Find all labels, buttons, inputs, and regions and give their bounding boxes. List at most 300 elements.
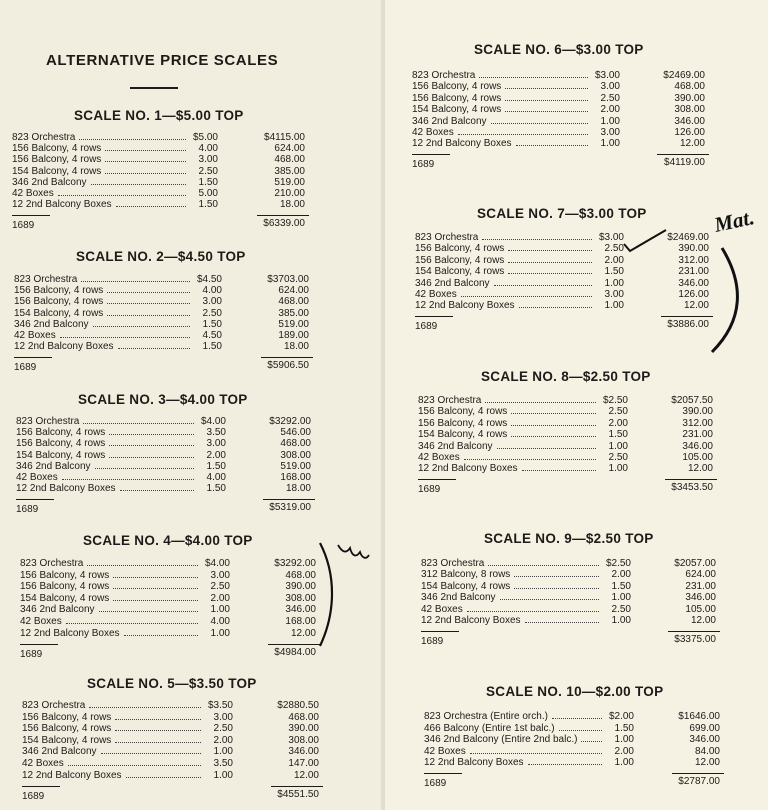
ticket-price: 1.50: [198, 176, 218, 188]
scale-title: SCALE NO. 3—$4.00 TOP: [78, 392, 248, 407]
price-row: [421, 558, 716, 569]
total-seats: 1689: [22, 790, 45, 802]
ticket-price: $3.00: [598, 232, 624, 243]
dot-leader: [118, 348, 190, 349]
section-amount: 390.00: [285, 581, 316, 593]
scale-total: $4984.00: [274, 646, 316, 658]
price-row: [16, 483, 311, 494]
price-row: [20, 570, 316, 581]
seat-section-label: 466 Balcony (Entire 1st balc.): [424, 722, 555, 734]
ticket-price: 3.00: [213, 711, 233, 723]
ticket-price: $2.50: [605, 558, 631, 569]
dot-leader: [113, 577, 198, 578]
price-row: [418, 452, 713, 463]
dot-leader: [109, 457, 194, 458]
price-row: [418, 395, 713, 406]
price-row: [16, 438, 311, 449]
seat-section-label: 346 2nd Balcony: [421, 592, 496, 604]
section-amount: $3703.00: [267, 274, 309, 285]
section-amount: 231.00: [678, 266, 709, 278]
section-amount: $2469.00: [663, 70, 705, 81]
section-amount: $2880.50: [277, 700, 319, 711]
dot-leader: [508, 250, 592, 251]
section-amount: $1646.00: [678, 711, 720, 722]
ticket-price: 4.00: [202, 285, 222, 297]
dot-leader: [120, 490, 194, 491]
seat-section-label: 823 Orchestra: [415, 232, 479, 243]
price-row: [418, 418, 713, 429]
seat-section-label: 42 Boxes: [418, 452, 460, 463]
ticket-price: 1.00: [600, 115, 620, 127]
section-amount: $3292.00: [274, 558, 316, 569]
price-row: [424, 711, 720, 722]
price-row: [424, 757, 720, 768]
dot-leader: [115, 742, 201, 743]
scale-total: $3453.50: [671, 482, 713, 494]
seat-section-label: 823 Orchestra: [22, 700, 86, 711]
ticket-price: 2.50: [210, 581, 230, 593]
ticket-price: 4.00: [210, 616, 230, 627]
ticket-price: 3.50: [206, 427, 226, 439]
ticket-price: 1.00: [608, 463, 628, 475]
section-amount: 18.00: [285, 483, 311, 495]
ticket-price: 2.00: [210, 592, 230, 604]
seat-section-label: 156 Balcony, 4 rows: [22, 723, 112, 735]
seats-total-rule: [12, 215, 50, 216]
scale-title: SCALE NO. 4—$4.00 TOP: [83, 533, 253, 548]
ticket-price: 1.00: [213, 769, 233, 781]
ticket-price: 1.00: [608, 440, 628, 452]
ticket-price: 1.00: [614, 734, 634, 746]
seat-section-label: 346 2nd Balcony: [418, 440, 493, 452]
section-amount: 308.00: [280, 449, 311, 461]
dot-leader: [93, 326, 190, 327]
price-row: [415, 255, 709, 266]
dot-leader: [516, 145, 588, 146]
seat-section-label: 156 Balcony, 4 rows: [14, 285, 104, 297]
seat-section-label: 154 Balcony, 4 rows: [421, 580, 511, 592]
seat-section-label: 156 Balcony, 4 rows: [415, 254, 505, 266]
dot-leader: [116, 206, 186, 207]
ticket-price: 1.50: [206, 460, 226, 472]
section-amount: 390.00: [674, 92, 705, 104]
seat-section-label: 346 2nd Balcony: [412, 115, 487, 127]
amount-total-rule: [261, 357, 313, 358]
ticket-price: 1.50: [608, 429, 628, 441]
ticket-price: 3.00: [206, 438, 226, 450]
scale-title: SCALE NO. 2—$4.50 TOP: [76, 249, 246, 264]
scale-total: $3375.00: [674, 634, 716, 645]
scale-total: $2787.00: [678, 776, 720, 788]
dot-leader: [525, 622, 599, 623]
seat-section-label: 346 2nd Balcony: [14, 318, 89, 330]
scale-title: SCALE NO. 10—$2.00 TOP: [486, 684, 664, 699]
price-row: [412, 116, 705, 127]
price-row: [22, 712, 319, 723]
dot-leader: [124, 635, 198, 636]
seats-total-rule: [22, 786, 60, 787]
section-amount: 312.00: [678, 254, 709, 266]
ticket-price: $5.00: [192, 132, 218, 143]
dot-leader: [89, 707, 201, 708]
ticket-price: 2.50: [604, 243, 624, 255]
dot-leader: [113, 600, 198, 601]
dot-leader: [497, 448, 596, 449]
section-amount: 18.00: [279, 199, 305, 211]
section-amount: 468.00: [280, 438, 311, 450]
scale-total: $3886.00: [667, 319, 709, 331]
seats-total-rule: [424, 773, 462, 774]
price-row: [424, 734, 720, 745]
scale-title: SCALE NO. 5—$3.50 TOP: [87, 676, 257, 691]
page-fold: [381, 0, 385, 810]
section-amount: 468.00: [674, 81, 705, 93]
seat-section-label: 823 Orchestra: [16, 416, 80, 427]
ticket-price: $4.00: [200, 416, 226, 427]
seat-section-label: 823 Orchestra: [418, 395, 482, 406]
section-amount: 468.00: [288, 711, 319, 723]
ticket-price: 2.50: [213, 723, 233, 735]
section-amount: 385.00: [274, 165, 305, 177]
price-row: [415, 289, 709, 300]
total-seats: 1689: [424, 778, 447, 790]
section-amount: 699.00: [689, 722, 720, 734]
amount-total-rule: [657, 154, 709, 155]
ticket-price: 3.00: [604, 289, 624, 300]
section-amount: 308.00: [285, 592, 316, 604]
price-row: [421, 615, 716, 626]
section-amount: 624.00: [685, 569, 716, 581]
price-row: [424, 746, 720, 757]
scale-total: $4551.50: [277, 788, 319, 800]
ticket-price: 1.00: [614, 757, 634, 769]
section-amount: 168.00: [285, 616, 316, 627]
section-amount: 346.00: [685, 592, 716, 604]
ticket-price: 1.50: [206, 483, 226, 495]
ticket-price: 2.50: [202, 307, 222, 319]
seat-section-label: 156 Balcony, 4 rows: [20, 569, 110, 581]
annotation-mat: Mat.: [712, 205, 757, 237]
price-row: [12, 177, 305, 188]
dot-leader: [60, 337, 190, 338]
ticket-price: 1.00: [604, 300, 624, 312]
price-row: [418, 429, 713, 440]
section-amount: 12.00: [293, 769, 319, 781]
price-row: [22, 770, 319, 781]
ticket-price: 4.50: [202, 330, 222, 341]
price-row: [20, 604, 316, 615]
price-row: [14, 319, 309, 330]
price-row: [415, 266, 709, 277]
dot-leader: [505, 88, 588, 89]
ticket-price: 2.00: [206, 449, 226, 461]
dot-leader: [126, 777, 201, 778]
seat-section-label: 154 Balcony, 4 rows: [22, 734, 112, 746]
section-amount: 519.00: [280, 460, 311, 472]
price-row: [14, 274, 309, 285]
seat-section-label: 156 Balcony, 4 rows: [418, 417, 508, 429]
ticket-price: 3.50: [213, 758, 233, 769]
section-amount: 105.00: [685, 603, 716, 615]
section-amount: 18.00: [283, 341, 309, 353]
price-row: [16, 450, 311, 461]
price-row: [12, 166, 305, 177]
seat-section-label: 42 Boxes: [22, 758, 64, 769]
price-row: [12, 132, 305, 143]
seat-section-label: 42 Boxes: [424, 745, 466, 757]
total-seats: 1689: [20, 648, 43, 660]
seat-section-label: 346 2nd Balcony: [22, 746, 97, 758]
dot-leader: [105, 150, 186, 151]
ticket-price: 1.00: [611, 615, 631, 626]
dot-leader: [105, 173, 186, 174]
scale-title: SCALE NO. 1—$5.00 TOP: [74, 108, 244, 123]
price-row: [22, 700, 319, 711]
section-amount: 308.00: [288, 734, 319, 746]
total-seats: 1689: [14, 362, 37, 374]
seats-total-rule: [418, 479, 456, 480]
scale-title: SCALE NO. 8—$2.50 TOP: [481, 369, 651, 384]
title-underline: [130, 87, 178, 89]
ticket-price: 2.00: [213, 734, 233, 746]
ticket-price: 2.00: [608, 417, 628, 429]
seat-section-label: 156 Balcony, 4 rows: [412, 92, 502, 104]
dot-leader: [491, 123, 588, 124]
section-amount: $2057.00: [674, 558, 716, 569]
scale-title: SCALE NO. 7—$3.00 TOP: [477, 206, 647, 221]
dot-leader: [519, 307, 592, 308]
seat-section-label: 12 2nd Balcony Boxes: [20, 627, 120, 639]
seat-section-label: 823 Orchestra: [20, 558, 84, 569]
seats-total-rule: [14, 357, 52, 358]
price-row: [14, 330, 309, 341]
ticket-price: 1.50: [198, 199, 218, 211]
ticket-price: 1.00: [600, 138, 620, 150]
ticket-price: 1.00: [210, 627, 230, 639]
dot-leader: [485, 402, 596, 403]
dot-leader: [113, 588, 198, 589]
total-seats: 1689: [421, 636, 444, 647]
section-amount: 390.00: [678, 243, 709, 255]
price-row: [20, 628, 316, 639]
dot-leader: [464, 459, 596, 460]
section-amount: 84.00: [694, 745, 720, 757]
scale-title: SCALE NO. 6—$3.00 TOP: [474, 42, 644, 57]
price-row: [421, 592, 716, 603]
dot-leader: [58, 195, 186, 196]
section-amount: 12.00: [690, 615, 716, 626]
dot-leader: [62, 479, 194, 480]
seat-section-label: 12 2nd Balcony Boxes: [14, 341, 114, 353]
seat-section-label: 156 Balcony, 4 rows: [418, 406, 508, 418]
section-amount: 519.00: [278, 318, 309, 330]
seat-section-label: 346 2nd Balcony: [415, 277, 490, 289]
scale-total: $6339.00: [263, 218, 305, 230]
seat-section-label: 823 Orchestra: [12, 132, 76, 143]
total-seats: 1689: [16, 504, 39, 516]
dot-leader: [488, 565, 599, 566]
seat-section-label: 156 Balcony, 4 rows: [12, 154, 102, 166]
section-amount: 346.00: [689, 734, 720, 746]
ticket-price: 2.50: [600, 92, 620, 104]
seat-section-label: 12 2nd Balcony Boxes: [16, 483, 116, 495]
price-row: [412, 93, 705, 104]
seat-section-label: 42 Boxes: [415, 289, 457, 300]
ticket-price: 2.00: [600, 104, 620, 116]
seat-section-label: 12 2nd Balcony Boxes: [424, 757, 524, 769]
seat-section-label: 156 Balcony, 4 rows: [22, 711, 112, 723]
seat-section-label: 154 Balcony, 4 rows: [418, 429, 508, 441]
ticket-price: 4.00: [206, 472, 226, 483]
seat-section-label: 154 Balcony, 4 rows: [12, 165, 102, 177]
seat-section-label: 156 Balcony, 4 rows: [20, 581, 110, 593]
ticket-price: 2.00: [614, 745, 634, 757]
seat-section-label: 346 2nd Balcony (Entire 2nd balc.): [424, 734, 578, 746]
dot-leader: [461, 296, 592, 297]
dot-leader: [494, 285, 592, 286]
dot-leader: [511, 436, 596, 437]
ticket-price: $2.50: [602, 395, 628, 406]
amount-total-rule: [263, 499, 315, 500]
dot-leader: [467, 611, 599, 612]
price-row: [421, 569, 716, 580]
price-row: [415, 300, 709, 311]
seat-section-label: 42 Boxes: [20, 616, 62, 627]
price-row: [16, 461, 311, 472]
dot-leader: [68, 765, 201, 766]
section-amount: 12.00: [687, 463, 713, 475]
seat-section-label: 312 Balcony, 8 rows: [421, 569, 511, 581]
price-row: [415, 243, 709, 254]
seat-section-label: 12 2nd Balcony Boxes: [22, 769, 122, 781]
seat-section-label: 156 Balcony, 4 rows: [12, 143, 102, 155]
seat-section-label: 12 2nd Balcony Boxes: [421, 615, 521, 626]
seat-section-label: 42 Boxes: [16, 472, 58, 483]
seat-section-label: 156 Balcony, 4 rows: [16, 427, 106, 439]
amount-total-rule: [257, 215, 309, 216]
price-row: [415, 232, 709, 243]
seat-section-label: 42 Boxes: [421, 603, 463, 615]
seats-total-rule: [16, 499, 54, 500]
seat-section-label: 346 2nd Balcony: [12, 176, 87, 188]
seat-section-label: 156 Balcony, 4 rows: [415, 243, 505, 255]
price-row: [14, 296, 309, 307]
ticket-price: 3.00: [198, 154, 218, 166]
price-row: [22, 758, 319, 769]
seat-section-label: 346 2nd Balcony: [20, 604, 95, 616]
ticket-price: 2.50: [611, 603, 631, 615]
price-row: [22, 735, 319, 746]
price-row: [412, 81, 705, 92]
seats-total-rule: [421, 631, 459, 632]
section-amount: 189.00: [278, 330, 309, 341]
section-amount: 390.00: [288, 723, 319, 735]
dot-leader: [482, 239, 592, 240]
dot-leader: [105, 161, 186, 162]
total-seats: 1689: [12, 220, 35, 232]
dot-leader: [479, 77, 588, 78]
ticket-price: 1.00: [611, 592, 631, 604]
dot-leader: [508, 273, 592, 274]
dot-leader: [66, 623, 198, 624]
seat-section-label: 823 Orchestra: [421, 558, 485, 569]
dot-leader: [559, 730, 602, 731]
seat-section-label: 42 Boxes: [12, 188, 54, 199]
section-amount: 346.00: [288, 746, 319, 758]
ticket-price: 4.00: [198, 143, 218, 155]
dot-leader: [107, 292, 190, 293]
section-amount: 12.00: [290, 627, 316, 639]
seat-section-label: 156 Balcony, 4 rows: [14, 296, 104, 308]
price-row: [12, 154, 305, 165]
ticket-price: $4.00: [204, 558, 230, 569]
seat-section-label: 154 Balcony, 4 rows: [16, 449, 106, 461]
seat-section-label: 42 Boxes: [14, 330, 56, 341]
ticket-price: 3.00: [600, 81, 620, 93]
section-amount: 385.00: [278, 307, 309, 319]
ticket-price: 1.50: [202, 318, 222, 330]
dot-leader: [115, 730, 201, 731]
price-row: [421, 604, 716, 615]
dot-leader: [514, 576, 599, 577]
ticket-price: $3.00: [594, 70, 620, 81]
dot-leader: [101, 753, 201, 754]
seat-section-label: 154 Balcony, 4 rows: [415, 266, 505, 278]
dot-leader: [109, 434, 194, 435]
section-amount: 346.00: [682, 440, 713, 452]
page-title: ALTERNATIVE PRICE SCALES: [46, 52, 279, 69]
price-row: [14, 285, 309, 296]
section-amount: 468.00: [278, 296, 309, 308]
section-amount: 312.00: [682, 417, 713, 429]
ticket-price: $4.50: [196, 274, 222, 285]
price-row: [12, 188, 305, 199]
section-amount: 231.00: [682, 429, 713, 441]
seat-section-label: 42 Boxes: [412, 127, 454, 138]
price-row: [20, 581, 316, 592]
price-row: [20, 558, 316, 569]
section-amount: 346.00: [285, 604, 316, 616]
seats-total-rule: [415, 316, 453, 317]
seat-section-label: 154 Balcony, 4 rows: [20, 592, 110, 604]
dot-leader: [528, 764, 602, 765]
price-row: [418, 441, 713, 452]
dot-leader: [511, 413, 596, 414]
section-amount: 12.00: [694, 757, 720, 769]
price-row: [16, 472, 311, 483]
price-row: [421, 581, 716, 592]
dot-leader: [83, 423, 194, 424]
ticket-price: 3.00: [210, 569, 230, 581]
dot-leader: [581, 741, 602, 742]
section-amount: 12.00: [683, 300, 709, 312]
ticket-price: 1.50: [604, 266, 624, 278]
price-row: [424, 723, 720, 734]
scale-title: SCALE NO. 9—$2.50 TOP: [484, 531, 654, 546]
dot-leader: [107, 303, 190, 304]
section-amount: 126.00: [678, 289, 709, 300]
scale-total: $4119.00: [664, 157, 705, 169]
ticket-price: $3.50: [207, 700, 233, 711]
price-row: [22, 723, 319, 734]
price-row: [412, 104, 705, 115]
amount-total-rule: [661, 316, 713, 317]
section-amount: 147.00: [288, 758, 319, 769]
dot-leader: [91, 184, 186, 185]
amount-total-rule: [672, 773, 724, 774]
price-row: [20, 616, 316, 627]
seat-section-label: 12 2nd Balcony Boxes: [412, 138, 512, 150]
